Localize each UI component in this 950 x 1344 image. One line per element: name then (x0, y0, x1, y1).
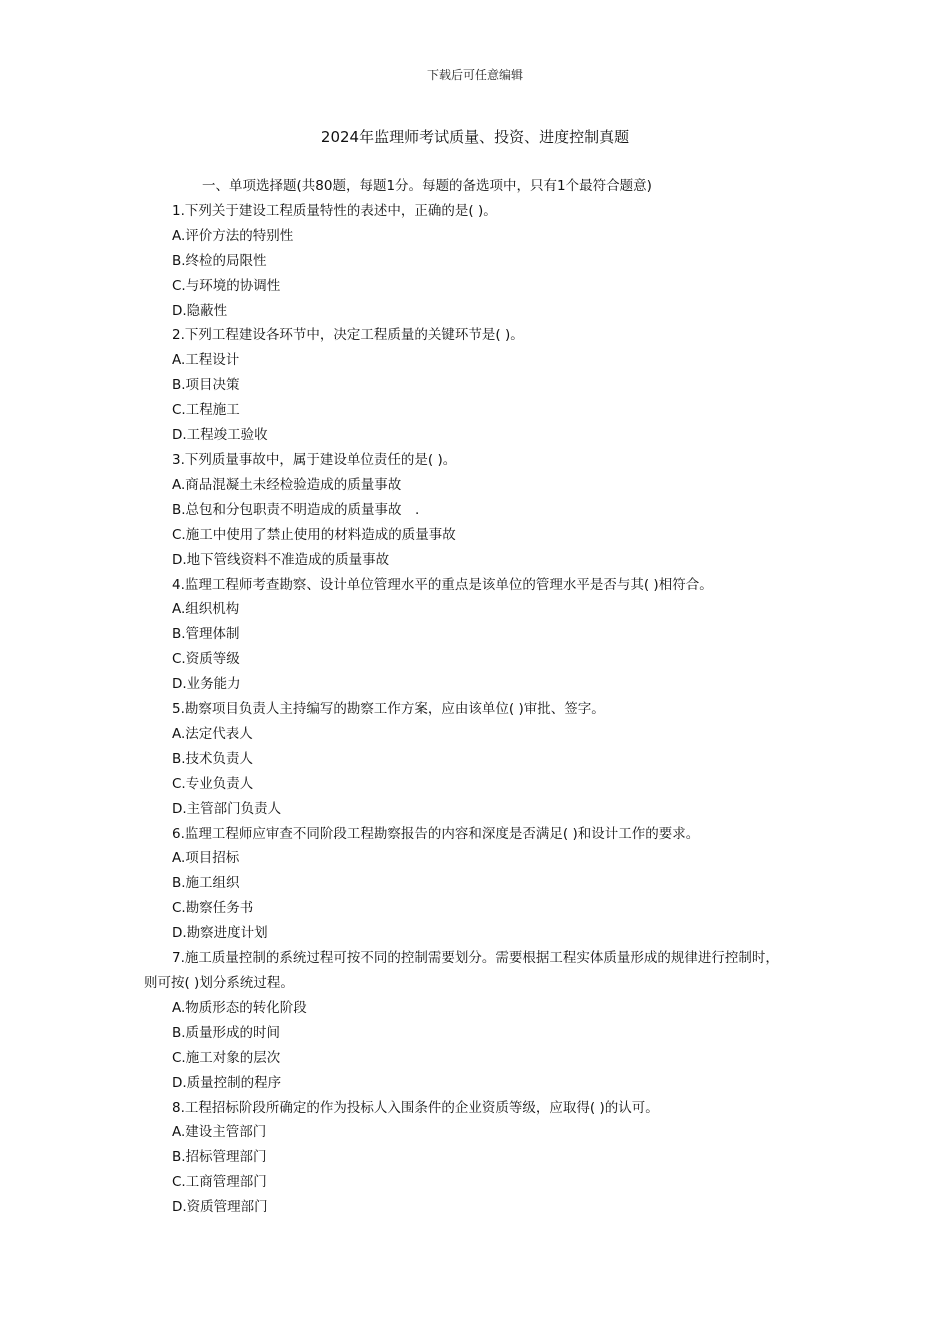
question-8-option-a: A.建设主管部门 (172, 1124, 267, 1141)
question-6-option-c: C.勘察任务书 (172, 900, 254, 917)
question-1-stem: 1.下列关于建设工程质量特性的表述中，正确的是( )。 (172, 202, 497, 219)
question-1-option-d: D.隐蔽性 (172, 302, 228, 319)
question-1-option-b: B.终检的局限性 (172, 252, 267, 269)
question-1-option-c: C.与环境的协调性 (172, 277, 281, 294)
question-3-option-d: D.地下管线资料不准造成的质量事故 (172, 551, 390, 568)
question-5-option-a: A.法定代表人 (172, 725, 253, 742)
exam-content (144, 174, 824, 1220)
question-2-option-c: C.工程施工 (172, 402, 240, 419)
question-6-option-a: A.项目招标 (172, 850, 240, 867)
question-2-option-a: A.工程设计 (172, 352, 240, 369)
question-8-option-b: B.招标管理部门 (172, 1149, 267, 1166)
question-2-option-b: B.项目决策 (172, 377, 240, 394)
question-5-option-d: D.主管部门负责人 (172, 800, 282, 817)
question-5-option-c: C.专业负责人 (172, 775, 254, 792)
question-3-option-b: B.总包和分包职责不明造成的质量事故 . (172, 501, 420, 518)
question-6-option-b: B.施工组织 (172, 875, 240, 892)
question-3-stem: 3.下列质量事故中，属于建设单位责任的是( )。 (172, 451, 457, 468)
question-7-stem-continuation: 则可按( )划分系统过程。 (144, 975, 294, 991)
question-4-stem: 4.监理工程师考查勘察、设计单位管理水平的重点是该单位的管理水平是否与其( )相符合。 (172, 576, 713, 593)
question-6-stem: 6.监理工程师应审查不同阶段工程勘察报告的内容和深度是否满足( )和设计工作的要求。 (172, 825, 700, 842)
question-4-option-a: A.组织机构 (172, 601, 240, 618)
question-8-option-d: D.资质管理部门 (172, 1199, 268, 1216)
question-6-option-d: D.勘察进度计划 (172, 925, 268, 942)
question-4-option-c: C.资质等级 (172, 651, 240, 668)
question-1-option-a: A.评价方法的特别性 (172, 227, 294, 244)
question-7-option-a: A.物质形态的转化阶段 (172, 999, 307, 1016)
question-2-stem: 2.下列工程建设各环节中，决定工程质量的关键环节是( )。 (172, 327, 524, 344)
header-note: 下载后可任意编辑 (426, 68, 523, 82)
question-5-stem: 5.勘察项目负责人主持编写的勘察工作方案，应由该单位( )审批、签字。 (172, 701, 605, 718)
question-8-option-c: C.工商管理部门 (172, 1174, 267, 1191)
question-8-stem: 8.工程招标阶段所确定的作为投标人入围条件的企业资质等级，应取得( )的认可。 (172, 1099, 659, 1116)
question-4-option-d: D.业务能力 (172, 676, 241, 693)
question-3-option-c: C.施工中使用了禁止使用的材料造成的质量事故 (172, 526, 456, 543)
question-7-stem: 7.施工质量控制的系统过程可按不同的控制需要划分。需要根据工程实体质量形成的规律进行控制时， (172, 950, 779, 967)
question-7-option-b: B.质量形成的时间 (172, 1024, 281, 1041)
question-3-option-a: A.商品混凝土未经检验造成的质量事故 (172, 476, 402, 493)
section-heading: 一、单项选择题(共80题，每题1分。每题的备选项中，只有1个最符合题意) (202, 178, 652, 194)
question-5-option-b: B.技术负责人 (172, 750, 254, 767)
question-7-option-d: D.质量控制的程序 (172, 1074, 282, 1091)
question-7-option-c: C.施工对象的层次 (172, 1049, 281, 1066)
question-4-option-b: B.管理体制 (172, 626, 240, 643)
question-2-option-d: D.工程竣工验收 (172, 427, 268, 444)
document-title: 2024年监理师考试质量、投资、进度控制真题 (320, 128, 630, 146)
